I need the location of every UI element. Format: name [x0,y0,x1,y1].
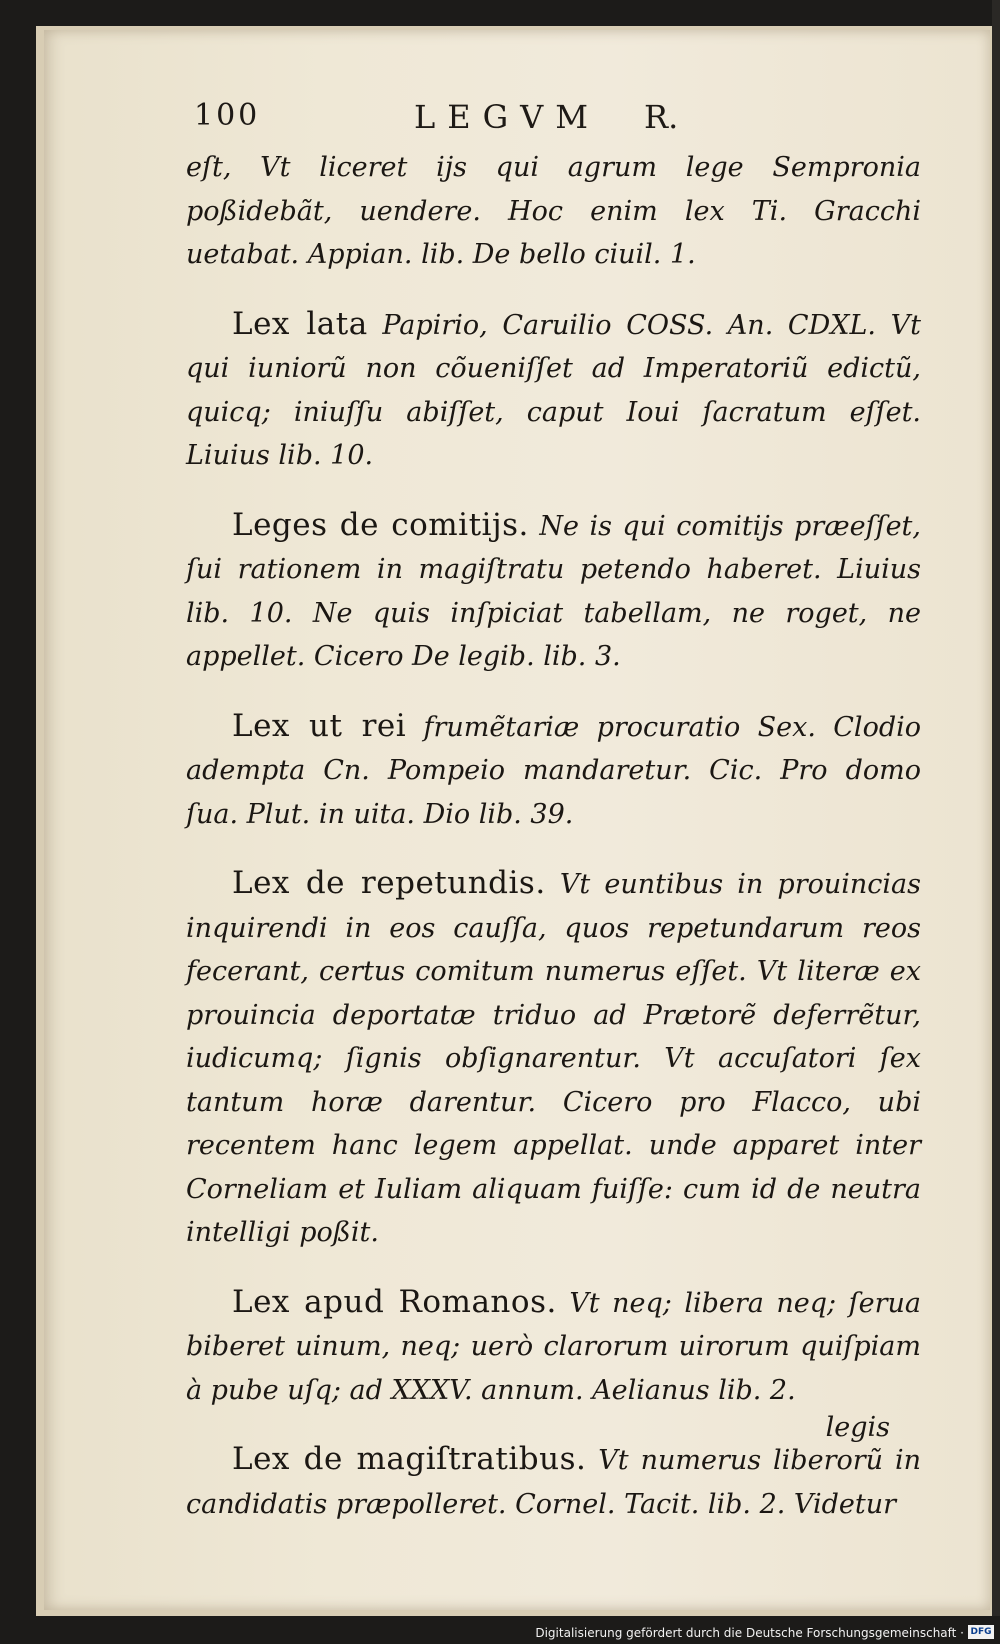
paragraph-text: Vt neq; libera neq; ſerua biberet uinum, neq; uerò clarorum uirorum quiſpiam à pube uſq; ad XXXV. annum. Aelianus lib. 2. [186,1287,921,1406]
paragraph-text: Papirio, Caruilio COSS. An. CDXL. Vt qui iuniorũ non cõueniſſet ad Imperatoriũ edictũ, quicq; iniuſſu abiſſet, caput Ioui ſacratum eſſet. Liuius lib. 10. [186,309,921,471]
paragraph [186,705,921,837]
paragraph [186,1438,921,1526]
running-head-title: LEGVM [414,98,601,136]
running-head [194,98,894,142]
paragraph-text: frumẽtariæ procuratio Sex. Clodio adempta Cn. Pompeio mandaretur. Cic. Pro domo ſua. Plut. in uita. Dio lib. 39. [186,711,921,830]
paragraph-lemma: Lex apud Romanos. [232,1283,557,1320]
paragraph-text: eſt, Vt liceret ijs qui agrum lege Sempronia poßidebãt, uendere. Hoc enim lex Ti. Gracchi uetabat. Appian. lib. De bello ciuil. 1. [186,152,921,270]
paragraph-lemma: Lex de magiſtratibus. [232,1441,587,1477]
paragraph-lemma: Lex lata [232,305,368,342]
paragraph-text: Vt numerus liberorũ in candidatis præpolleret. Cornel. Tacit. lib. 2. Videtur [186,1445,921,1520]
paragraph-text: Ne is qui comitijs præeſſet, ſui rationem in magiſtratu petendo haberet. Liuius lib. 10. Ne quis inſpiciat tabellam, ne roget, ne appellet. Cicero De legib. lib. 3. [186,510,921,672]
paragraph [186,862,921,1255]
paragraph-lemma: Lex ut rei [232,707,407,744]
page-number: 100 [194,98,261,133]
scan-border [992,0,1000,1644]
paragraph-lemma: Leges de comitijs. [232,506,529,543]
body-text [186,146,921,1552]
paragraph [186,146,921,277]
footer-bar [0,1616,1000,1644]
paragraph [186,1281,921,1413]
paragraph-text: Vt euntibus in prouincias inquirendi in eos cauſſa, quos repetundarum reos fecerant, certus comitum numerus eſſet. Vt literæ ex prouincia deportatæ triduo ad Prætorẽ deferrẽtur, iudicumq; ſignis obſignarentur. Vt accuſatori ſex tantum horæ darentur. Cicero pro Flacco, ubi recentem hanc legem appellat. unde apparet inter Corneliam et Iuliam aliquam fuiſſe: cum id de neutra intelligi poßit. [186,869,921,1248]
catchword: legis [825,1412,890,1443]
paragraph-lemma: Lex de repetundis. [232,865,546,901]
running-head-letter: R. [644,98,679,136]
paragraph [186,303,921,478]
paragraph [186,504,921,679]
dfg-logo: DFG [968,1625,994,1639]
footer-credit: Digitalisierung gefördert durch die Deutsche Forschungsgemeinschaft · [535,1626,964,1640]
